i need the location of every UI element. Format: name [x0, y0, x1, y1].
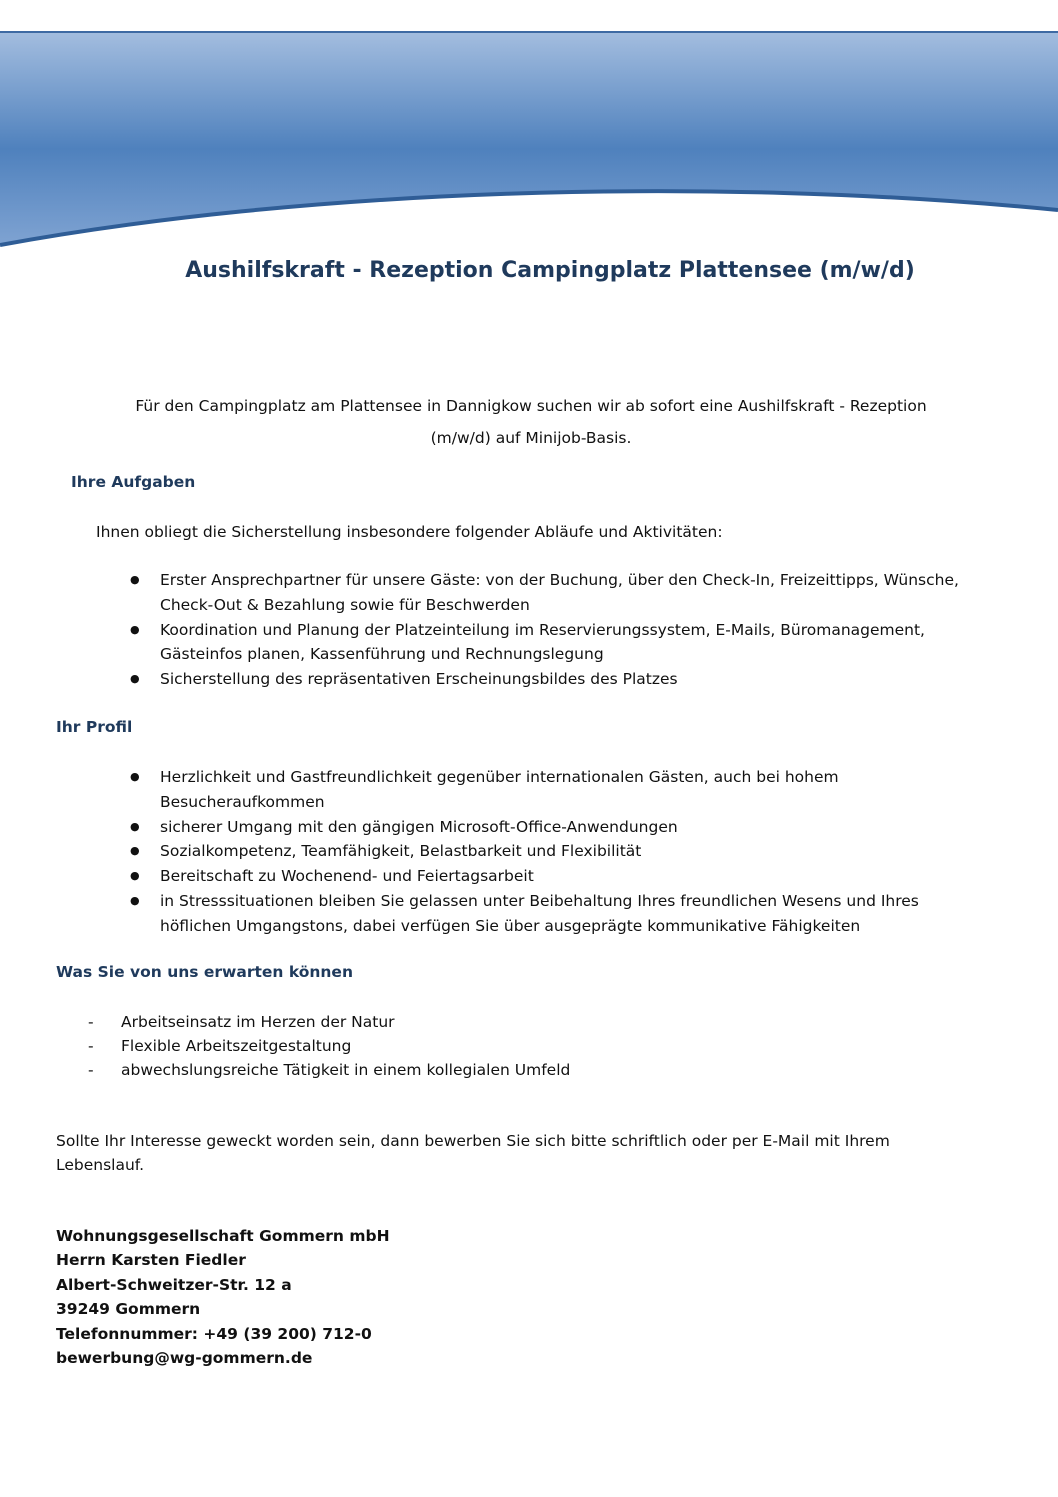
heading-profil: Ihr Profil: [56, 718, 133, 736]
erwarten-list: [88, 1010, 888, 1082]
profil-list: [130, 765, 970, 939]
list-item: - Flexible Arbeitszeitgestaltung: [88, 1034, 888, 1058]
list-item: ● sicherer Umgang mit den gängigen Microsoft-Office-Anwendungen: [130, 815, 970, 840]
aufgaben-lead: Ihnen obliegt die Sicherstellung insbesondere folgender Abläufe und Aktivitäten:: [96, 523, 723, 541]
header-wave-band: [0, 0, 1058, 260]
heading-erwarten: Was Sie von uns erwarten können: [56, 963, 353, 981]
closing-paragraph: [56, 1129, 1006, 1177]
contact-city: 39249 Gommern: [56, 1300, 201, 1319]
list-item: ● Bereitschaft zu Wochenend- und Feiertagsarbeit: [130, 864, 970, 889]
contact-email[interactable]: bewerbung@wg-gommern.de: [56, 1349, 313, 1368]
contact-street: Albert-Schweitzer-Str. 12 a: [56, 1275, 292, 1294]
list-item: - abwechslungsreiche Tätigkeit in einem kollegialen Umfeld: [88, 1058, 888, 1082]
intro-paragraph: [56, 390, 1006, 454]
heading-aufgaben: Ihre Aufgaben: [71, 473, 196, 491]
contact-phone: Telefonnummer: +49 (39 200) 712-0: [56, 1324, 372, 1343]
job-title: Aushilfskraft - Rezeption Campingplatz Plattensee (m/w/d): [185, 258, 915, 283]
list-item: ● Koordination und Planung der Platzeinteilung im Reservierungssystem, E-Mails, Büromanagement, Gästeinfos planen, Kassenführung und Rechnungslegung: [130, 618, 970, 668]
closing-line-1: Sollte Ihr Interesse geweckt worden sein, dann bewerben Sie sich bitte schriftlich oder per E-Mail mit Ihrem: [56, 1132, 890, 1150]
intro-line-2: (m/w/d) auf Minijob-Basis.: [430, 429, 632, 447]
list-item: ● Sozialkompetenz, Teamfähigkeit, Belastbarkeit und Flexibilität: [130, 839, 970, 864]
list-item: - Arbeitseinsatz im Herzen der Natur: [88, 1010, 888, 1034]
list-item: ● Erster Ansprechpartner für unsere Gäste: von der Buchung, über den Check-In, Freizeittipps, Wünsche, Check-Out & Bezahlung sowie für Beschwerden: [130, 568, 970, 618]
aufgaben-list: [130, 568, 970, 692]
contact-company: Wohnungsgesellschaft Gommern mbH: [56, 1227, 390, 1245]
list-item: ● Herzlichkeit und Gastfreundlichkeit gegenüber internationalen Gästen, auch bei hohem Besucheraufkommen: [130, 765, 970, 815]
intro-line-1: Für den Campingplatz am Plattensee in Dannigkow suchen wir ab sofort eine Aushilfskraft - Rezeption: [135, 397, 927, 415]
contact-person: Herrn Karsten Fiedler: [56, 1251, 246, 1270]
list-item: ● in Stresssituationen bleiben Sie gelassen unter Beibehaltung Ihres freundlichen Wesens und Ihres höflichen Umgangstons, dabei verfügen Sie über ausgeprägte kommunikative Fähigkeiten: [130, 889, 970, 939]
contact-block: [56, 1224, 390, 1370]
closing-line-2: Lebenslauf.: [56, 1156, 145, 1174]
list-item: ● Sicherstellung des repräsentativen Erscheinungsbildes des Platzes: [130, 667, 970, 692]
